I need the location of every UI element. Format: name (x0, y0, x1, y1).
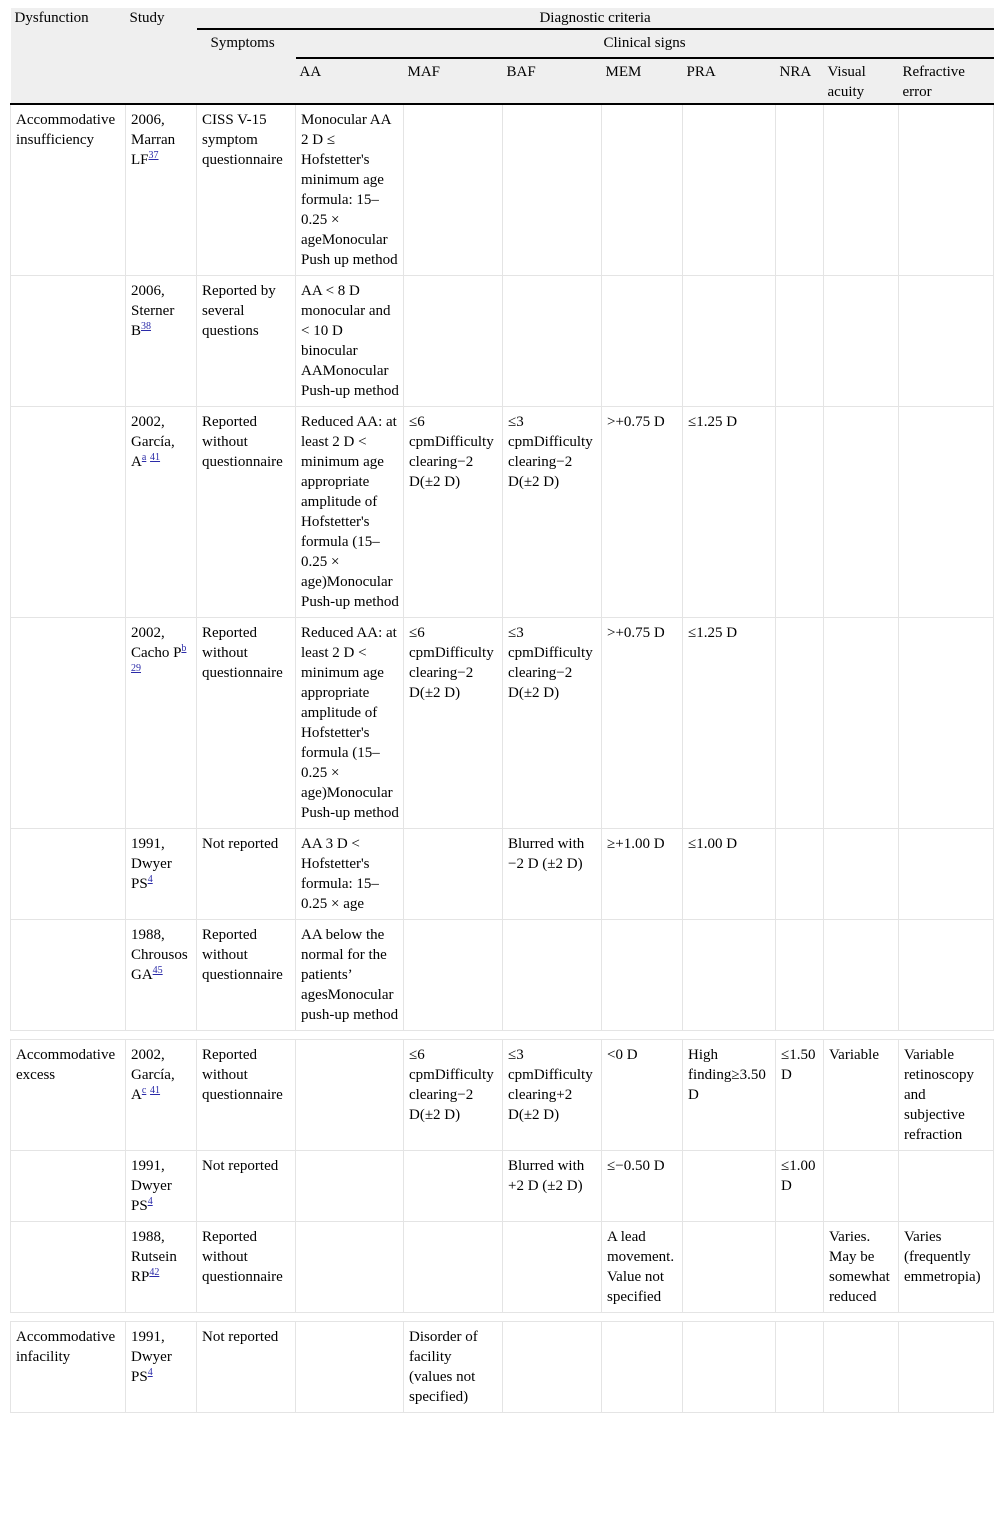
baf-cell (503, 1322, 602, 1413)
pra-cell: ≤1.00 D (683, 829, 776, 920)
dysfunction-cell (11, 1151, 126, 1222)
dysfunction-cell (11, 407, 126, 618)
pra-cell: High finding≥3.50 D (683, 1040, 776, 1151)
reference-link[interactable]: 38 (141, 321, 152, 332)
mem-cell: A lead movement. Value not specified (602, 1222, 683, 1313)
study-text: 2002, García, A (131, 414, 175, 470)
aa-cell: AA 3 D < Hofstetter's formula: 15–0.25 × age (296, 829, 404, 920)
maf-cell (404, 829, 503, 920)
footnote-link[interactable]: b (181, 643, 187, 654)
study-cell (126, 276, 197, 407)
pra-cell (683, 104, 776, 276)
study-cell (126, 1322, 197, 1413)
visual-acuity-cell (824, 276, 899, 407)
section-separator (11, 1031, 994, 1040)
visual-acuity-cell (824, 920, 899, 1031)
nra-cell (776, 618, 824, 829)
nra-cell (776, 1222, 824, 1313)
reference-link[interactable]: 4 (147, 1367, 153, 1378)
header-study: Study (126, 8, 197, 104)
study-cell (126, 829, 197, 920)
maf-cell (404, 920, 503, 1031)
table-row (11, 276, 994, 407)
header-pra: PRA (683, 58, 776, 104)
reference-link[interactable]: 41 (150, 1085, 161, 1096)
table-row (11, 407, 994, 618)
nra-cell (776, 920, 824, 1031)
symptoms-cell: Reported without questionnaire (197, 618, 296, 829)
study-text: 1991, Dwyer PS (131, 1158, 172, 1214)
table-header (11, 8, 994, 104)
mem-cell (602, 1322, 683, 1413)
pra-cell (683, 276, 776, 407)
separator-cell (11, 1031, 994, 1040)
maf-cell: ≤6 cpmDifficulty clearing−2 D(±2 D) (404, 618, 503, 829)
pra-cell: ≤1.25 D (683, 407, 776, 618)
refractive-error-cell (899, 104, 994, 276)
table-row (11, 104, 994, 276)
visual-acuity-cell (824, 1151, 899, 1222)
mem-cell (602, 920, 683, 1031)
study-cell (126, 104, 197, 276)
reference-link[interactable]: 4 (147, 1196, 153, 1207)
baf-cell: Blurred with +2 D (±2 D) (503, 1151, 602, 1222)
nra-cell (776, 1322, 824, 1413)
pra-cell (683, 1151, 776, 1222)
header-clinical-signs: Clinical signs (296, 29, 994, 58)
study-text: 2002, García, A (131, 1047, 175, 1103)
study-cell (126, 920, 197, 1031)
aa-cell: Reduced AA: at least 2 D < minimum age appropriate amplitude of Hofstetter's formula (15–0.25 × age)Monocular Push-up method (296, 618, 404, 829)
header-aa: AA (296, 58, 404, 104)
aa-cell: Reduced AA: at least 2 D < minimum age appropriate amplitude of Hofstetter's formula (15–0.25 × age)Monocular Push-up method (296, 407, 404, 618)
section-separator (11, 1313, 994, 1322)
table-row (11, 829, 994, 920)
header-baf: BAF (503, 58, 602, 104)
aa-cell (296, 1322, 404, 1413)
table-row (11, 1222, 994, 1313)
nra-cell: ≤1.50 D (776, 1040, 824, 1151)
baf-cell: ≤3 cpmDifficulty clearing−2 D(±2 D) (503, 618, 602, 829)
symptoms-cell: Reported without questionnaire (197, 920, 296, 1031)
header-mem: MEM (602, 58, 683, 104)
study-cell (126, 407, 197, 618)
study-text: 1991, Dwyer PS (131, 1329, 172, 1385)
maf-cell: Disorder of facility (values not specified) (404, 1322, 503, 1413)
symptoms-cell: Not reported (197, 829, 296, 920)
mem-cell: >+0.75 D (602, 407, 683, 618)
refractive-error-cell (899, 618, 994, 829)
mem-cell: ≤−0.50 D (602, 1151, 683, 1222)
visual-acuity-cell: Variable (824, 1040, 899, 1151)
mem-cell: ≥+1.00 D (602, 829, 683, 920)
header-diagnostic-criteria: Diagnostic criteria (197, 8, 994, 29)
maf-cell: ≤6 cpmDifficulty clearing−2 D(±2 D) (404, 1040, 503, 1151)
study-text: 2006, Marran LF (131, 112, 176, 168)
baf-cell: ≤3 cpmDifficulty clearing−2 D(±2 D) (503, 407, 602, 618)
refractive-error-cell (899, 1322, 994, 1413)
table-row (11, 618, 994, 829)
baf-cell (503, 920, 602, 1031)
footnote-link[interactable]: a (141, 452, 147, 463)
aa-cell (296, 1040, 404, 1151)
symptoms-cell: Reported without questionnaire (197, 1222, 296, 1313)
reference-link[interactable]: 41 (150, 452, 161, 463)
visual-acuity-cell (824, 407, 899, 618)
dysfunction-cell: Accommodative infacility (11, 1322, 126, 1413)
header-refractive-error: Refractive error (899, 58, 994, 104)
visual-acuity-cell (824, 1322, 899, 1413)
baf-cell: Blurred with −2 D (±2 D) (503, 829, 602, 920)
symptoms-cell: Not reported (197, 1322, 296, 1413)
refractive-error-cell: Variable retinoscopy and subjective refraction (899, 1040, 994, 1151)
dysfunction-cell (11, 1222, 126, 1313)
dysfunction-cell (11, 920, 126, 1031)
dysfunction-cell: Accommodative insufficiency (11, 104, 126, 276)
aa-cell (296, 1222, 404, 1313)
dysfunction-cell (11, 276, 126, 407)
nra-cell (776, 276, 824, 407)
refractive-error-cell (899, 1151, 994, 1222)
table-row (11, 1151, 994, 1222)
mem-cell (602, 104, 683, 276)
table-body (11, 104, 994, 1413)
nra-cell (776, 104, 824, 276)
mem-cell: >+0.75 D (602, 618, 683, 829)
separator-cell (11, 1313, 994, 1322)
study-cell (126, 1040, 197, 1151)
pra-cell (683, 1222, 776, 1313)
table-row (11, 1322, 994, 1413)
pra-cell: ≤1.25 D (683, 618, 776, 829)
maf-cell (404, 1151, 503, 1222)
symptoms-cell: Reported without questionnaire (197, 1040, 296, 1151)
pra-cell (683, 920, 776, 1031)
header-maf: MAF (404, 58, 503, 104)
header-dysfunction: Dysfunction (11, 8, 126, 104)
study-text: 2006, Sterner B (131, 283, 175, 339)
table-row (11, 920, 994, 1031)
maf-cell (404, 104, 503, 276)
mem-cell: <0 D (602, 1040, 683, 1151)
reference-link[interactable]: 4 (147, 874, 153, 885)
header-nra: NRA (776, 58, 824, 104)
mem-cell (602, 276, 683, 407)
nra-cell (776, 407, 824, 618)
dysfunction-cell: Accommodative excess (11, 1040, 126, 1151)
baf-cell (503, 1222, 602, 1313)
symptoms-cell: CISS V-15 symptom questionnaire (197, 104, 296, 276)
study-cell (126, 618, 197, 829)
study-text: 1991, Dwyer PS (131, 836, 172, 892)
symptoms-cell: Reported by several questions (197, 276, 296, 407)
refractive-error-cell (899, 407, 994, 618)
study-text: 2002, Cacho P (131, 625, 182, 661)
footnote-link[interactable]: c (141, 1085, 147, 1096)
refractive-error-cell (899, 276, 994, 407)
dysfunction-cell (11, 829, 126, 920)
refractive-error-cell (899, 920, 994, 1031)
visual-acuity-cell (824, 618, 899, 829)
visual-acuity-cell (824, 104, 899, 276)
baf-cell (503, 276, 602, 407)
maf-cell (404, 276, 503, 407)
aa-cell: AA < 8 D monocular and < 10 D binocular AAMonocular Push-up method (296, 276, 404, 407)
study-text: 1988, Chrousos GA (131, 927, 188, 983)
aa-cell: Monocular AA 2 D ≤ Hofstetter's minimum age formula: 15–0.25 × ageMonocular Push up method (296, 104, 404, 276)
pra-cell (683, 1322, 776, 1413)
diagnostic-criteria-table (10, 8, 994, 1413)
refractive-error-cell (899, 829, 994, 920)
header-symptoms: Symptoms (197, 29, 296, 104)
maf-cell: ≤6 cpmDifficulty clearing−2 D(±2 D) (404, 407, 503, 618)
baf-cell: ≤3 cpmDifficulty clearing+2 D(±2 D) (503, 1040, 602, 1151)
visual-acuity-cell: Varies. May be somewhat reduced (824, 1222, 899, 1313)
dysfunction-cell (11, 618, 126, 829)
reference-link[interactable]: 37 (148, 150, 159, 161)
visual-acuity-cell (824, 829, 899, 920)
maf-cell (404, 1222, 503, 1313)
nra-cell: ≤1.00 D (776, 1151, 824, 1222)
symptoms-cell: Not reported (197, 1151, 296, 1222)
baf-cell (503, 104, 602, 276)
refractive-error-cell: Varies (frequently emmetropia) (899, 1222, 994, 1313)
nra-cell (776, 829, 824, 920)
reference-link[interactable]: 42 (149, 1267, 160, 1278)
symptoms-cell: Reported without questionnaire (197, 407, 296, 618)
aa-cell (296, 1151, 404, 1222)
reference-link[interactable]: 45 (152, 965, 163, 976)
reference-link[interactable]: 29 (131, 663, 141, 674)
header-visual-acuity: Visual acuity (824, 58, 899, 104)
study-text: 1988, Rutsein RP (131, 1229, 177, 1285)
criteria-table-container (10, 8, 993, 1413)
study-cell (126, 1151, 197, 1222)
study-cell (126, 1222, 197, 1313)
aa-cell: AA below the normal for the patients’ agesMonocular push-up method (296, 920, 404, 1031)
table-row (11, 1040, 994, 1151)
